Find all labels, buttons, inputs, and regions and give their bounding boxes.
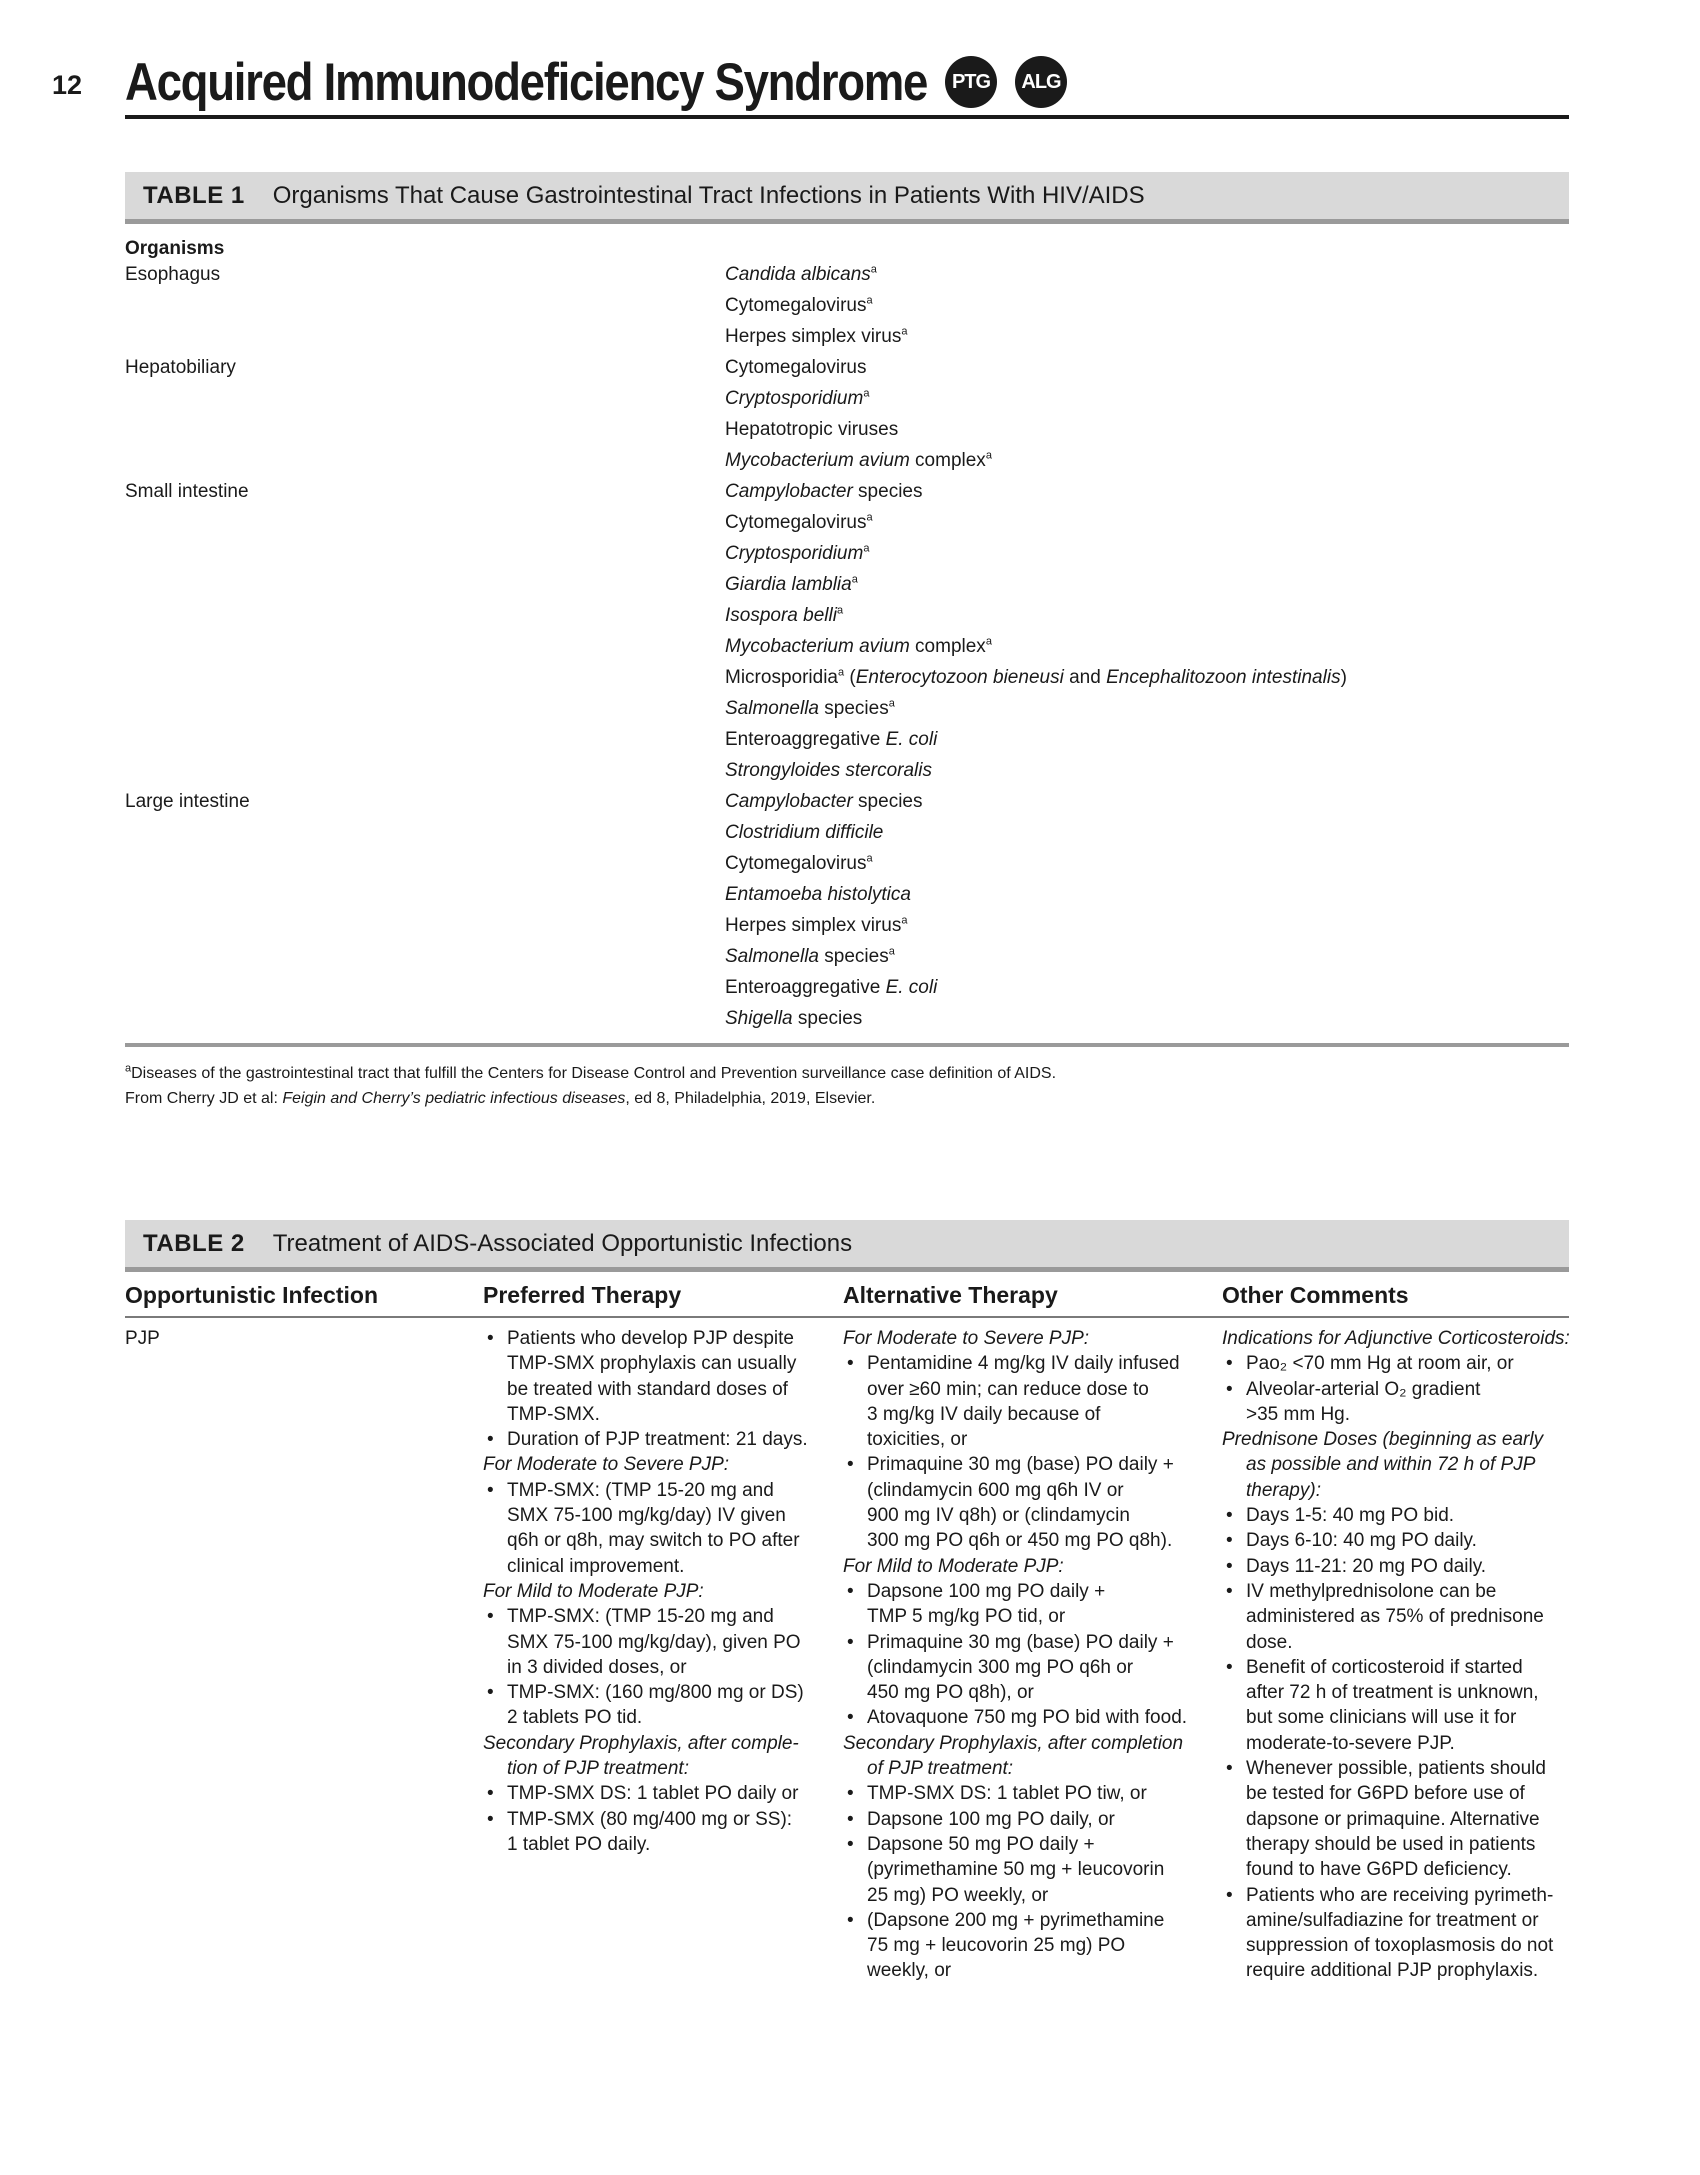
organism-name: Enteroaggregative E. coli xyxy=(725,977,938,998)
text-line: dapsone or primaquine. Alternative xyxy=(1246,1808,1540,1830)
text-line: 75 mg + leucovorin 25 mg) PO xyxy=(867,1935,1126,1957)
bullet-item: • TMP-SMX: (160 mg/800 mg or DS) xyxy=(483,1680,808,1705)
text-line: (pyrimethamine 50 mg + leucovorin xyxy=(867,1859,1165,1881)
alg-badge: ALG xyxy=(1015,56,1067,108)
text-line: dose. xyxy=(1246,1631,1293,1653)
footnote-mark: a xyxy=(125,1062,132,1075)
table2-header-rule xyxy=(125,1316,1569,1318)
text-line: (clindamycin 300 mg PO q6h or xyxy=(867,1656,1134,1678)
text-line: administered as 75% of prednisone xyxy=(1246,1606,1544,1628)
text-line: clinical improvement. xyxy=(507,1555,685,1577)
bullet-item: • IV methylprednisolone can be xyxy=(1222,1579,1570,1604)
text-line: tion of PJP treatment: xyxy=(507,1758,689,1780)
text-line: For Moderate to Severe PJP: xyxy=(843,1328,1090,1349)
text-line: Secondary Prophylaxis, after completion xyxy=(843,1732,1184,1754)
source-title: Feigin and Cherry’s pediatric infectious diseases xyxy=(282,1090,626,1107)
organism-name: Shigella species xyxy=(725,1008,863,1029)
text-line: in 3 divided doses, or xyxy=(507,1656,687,1678)
bullet-item: • Primaquine 30 mg (base) PO daily + xyxy=(843,1452,1187,1477)
organism-name: Salmonella species$^a$ xyxy=(725,697,895,719)
preferred-therapy-cell xyxy=(483,1326,808,1857)
site-label: Esophagus xyxy=(125,264,221,285)
bullet-item: • Pentamidine 4 mg/kg IV daily infused xyxy=(843,1351,1187,1376)
table2-label: TABLE 2 xyxy=(143,1229,245,1257)
bullet-item: • Days 11-21: 20 mg PO daily. xyxy=(1222,1554,1570,1579)
bullet-item: • Days 1-5: 40 mg PO bid. xyxy=(1222,1503,1570,1528)
organism-name: Cytomegalovirus xyxy=(725,357,867,378)
organism-name: Cytomegalovirus$^a$ xyxy=(725,294,873,316)
bullet-item: • Benefit of corticosteroid if started xyxy=(1222,1655,1570,1680)
organism-name: Herpes simplex virus$^a$ xyxy=(725,914,908,936)
text-line: 450 mg PO q8h), or xyxy=(867,1682,1034,1704)
text-line: For Mild to Moderate PJP: xyxy=(843,1555,1064,1577)
bullet-item: • TMP-SMX (80 mg/400 mg or SS): xyxy=(483,1807,808,1832)
bullet-item: • TMP-SMX: (TMP 15-20 mg and xyxy=(483,1604,808,1629)
text-line: be treated with standard doses of xyxy=(507,1378,788,1400)
other-comments-cell xyxy=(1222,1326,1570,1984)
text-line: TMP-SMX prophylaxis can usually xyxy=(507,1353,797,1375)
bullet-item: • TMP-SMX DS: 1 tablet PO tiw, or xyxy=(843,1781,1187,1806)
organism-name: Cryptosporidium$^a$ xyxy=(725,542,870,564)
bullet-item: • Pao₂ <70 mm Hg at room air, or xyxy=(1222,1351,1570,1376)
organism-name: Entamoeba histolytica xyxy=(725,884,911,905)
text-line: >35 mm Hg. xyxy=(1246,1403,1351,1425)
organism-name: Herpes simplex virus$^a$ xyxy=(725,325,908,347)
bullet-item: • TMP-SMX: (TMP 15-20 mg and xyxy=(483,1478,808,1503)
text-line: amine/sulfadiazine for treatment or xyxy=(1246,1909,1539,1931)
organism-name: Strongyloides stercoralis xyxy=(725,760,932,781)
table2-header xyxy=(125,1220,1569,1272)
table2-title: Treatment of AIDS-Associated Opportunistic Infections xyxy=(272,1229,853,1257)
text-line: Secondary Prophylaxis, after comple- xyxy=(483,1732,799,1754)
text-line: Prednisone Doses (beginning as early xyxy=(1222,1429,1544,1451)
text-line: of PJP treatment: xyxy=(867,1758,1014,1780)
organism-name: Campylobacter species xyxy=(725,791,923,812)
footnote-text: Diseases of the gastrointestinal tract that fulfill the Centers for Disease Control and Prevention surveillance case definition of AIDS. xyxy=(131,1065,1057,1082)
organism-name: Giardia lamblia$^a$ xyxy=(725,573,858,595)
source-suffix: , ed 8, Philadelphia, 2019, Elsevier. xyxy=(625,1090,876,1107)
organism-name: Clostridium difficile xyxy=(725,822,884,843)
infection-cell: PJP xyxy=(125,1328,160,1349)
text-line: 3 mg/kg IV daily because of xyxy=(867,1403,1101,1425)
site-label: Small intestine xyxy=(125,481,249,502)
table1-source xyxy=(125,1090,875,1108)
organism-name: Salmonella species$^a$ xyxy=(725,945,895,967)
bullet-item: • Primaquine 30 mg (base) PO daily + xyxy=(843,1630,1187,1655)
col-header-infection: Opportunistic Infection xyxy=(125,1282,378,1308)
bullet-item: • Dapsone 100 mg PO daily + xyxy=(843,1579,1187,1604)
text-line: therapy): xyxy=(1246,1479,1321,1501)
text-line: moderate-to-severe PJP. xyxy=(1246,1732,1455,1754)
text-line: require additional PJP prophylaxis. xyxy=(1246,1960,1539,1982)
text-line: For Moderate to Severe PJP: xyxy=(483,1454,730,1476)
bullet-item: • TMP-SMX DS: 1 tablet PO daily or xyxy=(483,1781,808,1806)
title-rule xyxy=(125,115,1569,119)
table1-label: TABLE 1 xyxy=(143,181,245,209)
organism-name: Cytomegalovirus$^a$ xyxy=(725,852,873,874)
text-line: q6h or q8h, may switch to PO after xyxy=(507,1530,800,1552)
table1-header xyxy=(125,172,1569,224)
bullet-item: • Duration of PJP treatment: 21 days. xyxy=(483,1427,808,1452)
page-title: Acquired Immunodeficiency Syndrome xyxy=(125,53,928,112)
bullet-item: • Dapsone 100 mg PO daily, or xyxy=(843,1807,1187,1832)
col-header-alternative: Alternative Therapy xyxy=(843,1282,1058,1308)
site-label: Hepatobiliary xyxy=(125,357,236,378)
text-line: 1 tablet PO daily. xyxy=(507,1833,651,1855)
table1-column-header: Organisms xyxy=(125,238,225,259)
bullet-item: • Whenever possible, patients should xyxy=(1222,1756,1570,1781)
text-line: found to have G6PD deficiency. xyxy=(1246,1859,1512,1881)
text-line: Indications for Adjunctive Corticosteroids: xyxy=(1222,1328,1570,1349)
bullet-item: • Patients who are receiving pyrimeth- xyxy=(1222,1883,1570,1908)
organism-name: Enteroaggregative E. coli xyxy=(725,729,938,750)
bullet-item: • Alveolar-arterial O₂ gradient xyxy=(1222,1377,1570,1402)
organism-name: Mycobacterium avium complex$^a$ xyxy=(725,635,992,657)
text-line: TMP 5 mg/kg PO tid, or xyxy=(867,1606,1066,1628)
organism-name: Isospora belli$^a$ xyxy=(725,604,844,626)
text-line: SMX 75-100 mg/kg/day) IV given xyxy=(507,1505,786,1527)
site-label: Large intestine xyxy=(125,791,250,812)
organism-name: Campylobacter species xyxy=(725,481,923,502)
col-header-comments: Other Comments xyxy=(1222,1282,1409,1308)
ptg-badge: PTG xyxy=(945,56,997,108)
bullet-item: • Days 6-10: 40 mg PO daily. xyxy=(1222,1528,1570,1553)
organism-name: Cytomegalovirus$^a$ xyxy=(725,511,873,533)
organism-name: Candida albicans$^a$ xyxy=(725,263,877,285)
text-line: SMX 75-100 mg/kg/day), given PO xyxy=(507,1631,801,1653)
col-header-preferred: Preferred Therapy xyxy=(483,1282,682,1308)
text-line: suppression of toxoplasmosis do not xyxy=(1246,1935,1554,1957)
text-line: (clindamycin 600 mg q6h IV or xyxy=(867,1479,1124,1501)
organism-name: Hepatotropic viruses xyxy=(725,419,899,440)
organism-name: Mycobacterium avium complex$^a$ xyxy=(725,449,992,471)
table1-footnote xyxy=(125,1062,1057,1083)
alternative-therapy-cell xyxy=(843,1326,1187,1984)
text-line: as possible and within 72 h of PJP xyxy=(1246,1454,1536,1476)
bullet-item: • Dapsone 50 mg PO daily + xyxy=(843,1832,1187,1857)
text-line: 25 mg) PO weekly, or xyxy=(867,1884,1049,1906)
text-line: be tested for G6PD before use of xyxy=(1246,1783,1525,1805)
organism-name: Cryptosporidium$^a$ xyxy=(725,387,870,409)
text-line: over ≥60 min; can reduce dose to xyxy=(867,1378,1149,1400)
bullet-item: • Atovaquone 750 mg PO bid with food. xyxy=(843,1705,1187,1730)
text-line: therapy should be used in patients xyxy=(1246,1833,1536,1855)
table1-bottom-rule xyxy=(125,1043,1569,1047)
organism-name: Microsporidia$^a$ (Enterocytozoon bieneusi and Encephalitozoon intestinalis) xyxy=(725,666,1347,688)
text-line: 300 mg PO q6h or 450 mg PO q8h). xyxy=(867,1530,1173,1552)
text-line: TMP-SMX. xyxy=(507,1403,600,1425)
text-line: but some clinicians will use it for xyxy=(1246,1707,1517,1729)
text-line: 2 tablets PO tid. xyxy=(507,1707,643,1729)
text-line: after 72 h of treatment is unknown, xyxy=(1246,1682,1539,1704)
text-line: 900 mg IV q8h) or (clindamycin xyxy=(867,1505,1130,1527)
text-line: weekly, or xyxy=(867,1960,952,1982)
bullet-item: • (Dapsone 200 mg + pyrimethamine xyxy=(843,1908,1187,1933)
text-line: toxicities, or xyxy=(867,1429,968,1451)
table1-title: Organisms That Cause Gastrointestinal Tract Infections in Patients With HIV/AIDS xyxy=(272,181,1145,209)
bullet-item: • Patients who develop PJP despite xyxy=(483,1326,808,1351)
text-line: For Mild to Moderate PJP: xyxy=(483,1580,704,1602)
page-number: 12 xyxy=(52,70,83,100)
source-prefix: From Cherry JD et al: xyxy=(125,1090,283,1107)
